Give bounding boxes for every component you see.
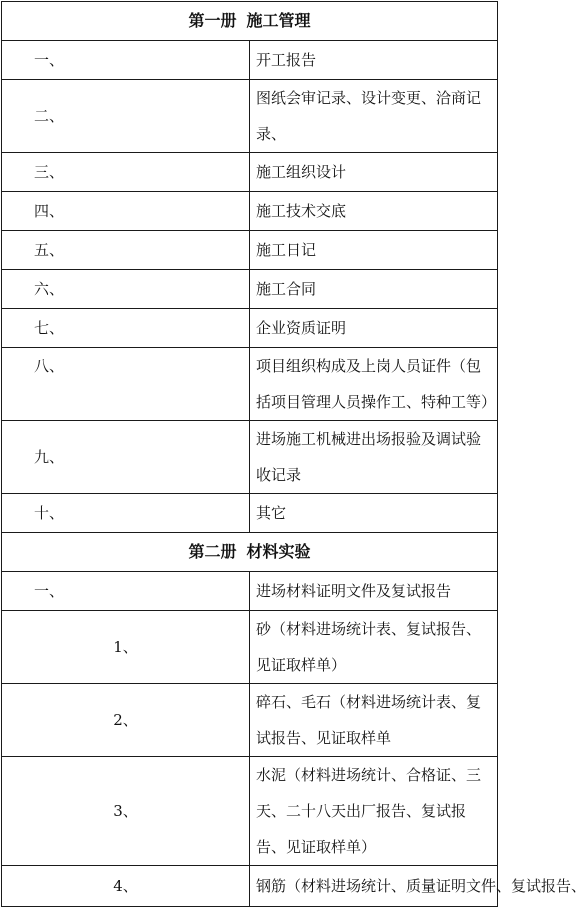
table-row <box>2 270 498 309</box>
table-row <box>2 757 498 866</box>
row-text: 进场施工机械进出场报验及调试验收记录 <box>250 421 498 494</box>
row-text: 施工组织设计 <box>250 153 498 192</box>
row-number: 一、 <box>2 41 250 80</box>
section-title-1-part2: 施工管理 <box>246 11 311 30</box>
row-text: 钢筋（材料进场统计、质量证明文件、复试报告、 <box>250 866 498 907</box>
row-text: 碎石、毛石（材料进场统计表、复试报告、见证取样单 <box>250 684 498 757</box>
row-number: 九、 <box>2 421 250 494</box>
row-number: 四、 <box>2 192 250 231</box>
table-row <box>2 231 498 270</box>
row-text: 其它 <box>250 494 498 533</box>
row-number: 4、 <box>2 866 250 907</box>
table-row <box>2 421 498 494</box>
table-row <box>2 866 498 907</box>
section-header-row <box>2 2 498 41</box>
table-row <box>2 572 498 611</box>
table-row <box>2 309 498 348</box>
table-row <box>2 41 498 80</box>
section-title-2-part1: 第二册 <box>188 542 237 561</box>
row-text: 水泥（材料进场统计、合格证、三天、二十八天出厂报告、复试报告、见证取样单） <box>250 757 498 866</box>
table-row <box>2 80 498 153</box>
row-number: 1、 <box>2 611 250 684</box>
row-text: 项目组织构成及上岗人员证件（包括项目管理人员操作工、特种工等） <box>250 348 498 421</box>
section-title-2 <box>2 533 498 572</box>
table-row <box>2 348 498 421</box>
row-number: 2、 <box>2 684 250 757</box>
row-number: 五、 <box>2 231 250 270</box>
row-text: 进场材料证明文件及复试报告 <box>250 572 498 611</box>
section-header-row <box>2 533 498 572</box>
section-title-2-part2: 材料实验 <box>246 542 311 561</box>
table-row <box>2 611 498 684</box>
row-number: 3、 <box>2 757 250 866</box>
section-title-1-part1: 第一册 <box>188 11 237 30</box>
row-text: 开工报告 <box>250 41 498 80</box>
row-number: 八、 <box>2 348 250 421</box>
row-text: 施工日记 <box>250 231 498 270</box>
row-number: 二、 <box>2 80 250 153</box>
row-text: 企业资质证明 <box>250 309 498 348</box>
row-number: 十、 <box>2 494 250 533</box>
row-number: 三、 <box>2 153 250 192</box>
document-table <box>1 1 586 907</box>
row-text: 砂（材料进场统计表、复试报告、见证取样单） <box>250 611 498 684</box>
table-row <box>2 192 498 231</box>
row-text: 图纸会审记录、设计变更、洽商记录、 <box>250 80 498 153</box>
row-text: 施工技术交底 <box>250 192 498 231</box>
row-number: 七、 <box>2 309 250 348</box>
section-title-1 <box>2 2 498 41</box>
table-row <box>2 684 498 757</box>
row-text: 施工合同 <box>250 270 498 309</box>
table-row <box>2 153 498 192</box>
row-number: 一、 <box>2 572 250 611</box>
table-row <box>2 494 498 533</box>
row-number: 六、 <box>2 270 250 309</box>
